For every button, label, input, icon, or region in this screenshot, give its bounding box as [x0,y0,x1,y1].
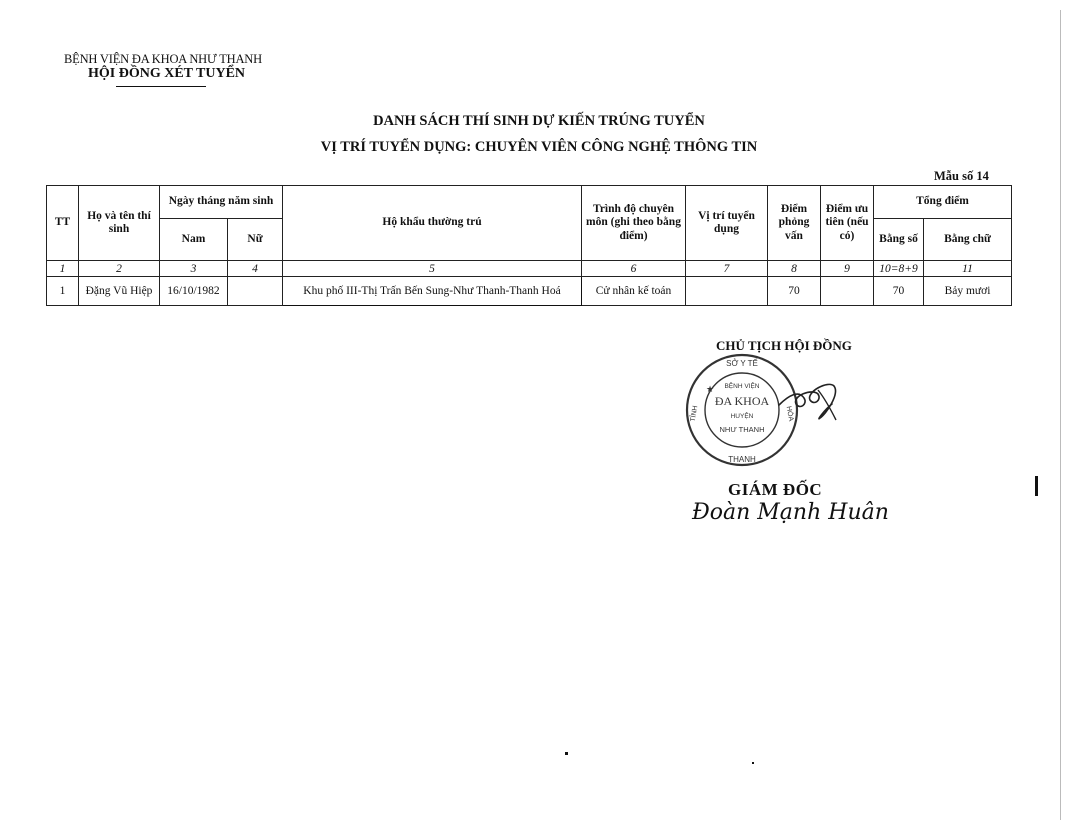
header-priority: Điểm ưu tiên (nếu có) [821,186,874,261]
svg-text:BỆNH VIỆN: BỆNH VIỆN [724,383,760,390]
cell-interview: 70 [768,277,821,306]
svg-text:HÓA: HÓA [784,405,795,422]
director-name: Đoàn Mạnh Huân [692,500,889,525]
handwritten-signature [774,370,844,430]
svg-text:SỞ Y TẾ: SỞ Y TẾ [726,359,758,368]
index-cell: 2 [79,261,160,277]
header-tt: TT [47,186,79,261]
header-total-number: Bằng số [874,219,924,261]
form-number: Mẫu số 14 [934,169,989,183]
cell-total-number: 70 [874,277,924,306]
header-total-words: Bằng chữ [924,219,1012,261]
table-row [47,277,1012,306]
header-dob: Ngày tháng năm sinh [160,186,283,219]
scan-artifact [752,762,754,764]
scan-edge [1060,10,1061,820]
cell-residence: Khu phố III-Thị Trấn Bến Sung-Như Thanh-Thanh Hoá [283,277,582,306]
document-title: DANH SÁCH THÍ SINH DỰ KIẾN TRÚNG TUYỂN [373,113,705,129]
cell-tt: 1 [47,277,79,306]
svg-text:TỈNH: TỈNH [689,405,700,423]
svg-text:THANH: THANH [728,455,756,464]
index-cell: 3 [160,261,228,277]
header-female: Nữ [228,219,283,261]
index-cell: 7 [686,261,768,277]
cell-female-dob [228,277,283,306]
header-residence: Hộ khẩu thường trú [283,186,582,261]
svg-text:HUYỆN: HUYỆN [730,413,754,420]
svg-text:★: ★ [706,384,715,394]
document-header [64,52,262,82]
header-male: Nam [160,219,228,261]
council-name: HỘI ĐỒNG XÉT TUYỂN [88,66,246,82]
header-total: Tổng điểm [874,186,1012,219]
column-index-row [47,261,1012,277]
header-position: Vị trí tuyển dụng [686,186,768,261]
cell-qualification: Cử nhân kế toán [582,277,686,306]
svg-text:NHƯ THANH: NHƯ THANH [719,425,765,434]
scan-artifact [565,752,568,755]
svg-text:ĐA KHOA: ĐA KHOA [714,394,770,408]
index-cell: 10=8+9 [874,261,924,277]
index-cell: 5 [283,261,582,277]
cell-total-words: Bảy mươi [924,277,1012,306]
header-underline [116,86,206,87]
index-cell: 4 [228,261,283,277]
cell-male-dob: 16/10/1982 [160,277,228,306]
scan-artifact [1035,476,1038,496]
document-subtitle: VỊ TRÍ TUYỂN DỤNG: CHUYÊN VIÊN CÔNG NGHỆ THÔNG TIN [320,139,758,155]
organization-name: BỆNH VIỆN ĐA KHOA NHƯ THANH [64,52,262,66]
index-cell: 1 [47,261,79,277]
header-qualification: Trình độ chuyên môn (ghi theo bằng điểm) [582,186,686,261]
cell-priority [821,277,874,306]
index-cell: 8 [768,261,821,277]
director-title: GIÁM ĐỐC [728,480,823,499]
cell-position [686,277,768,306]
signer-role: CHỦ TỊCH HỘI ĐỒNG [716,338,852,353]
index-cell: 9 [821,261,874,277]
header-name: Họ và tên thí sinh [79,186,160,261]
cell-name: Đặng Vũ Hiệp [79,277,160,306]
header-interview: Điểm phỏng vấn [768,186,821,261]
index-cell: 6 [582,261,686,277]
candidate-table [46,185,1012,306]
index-cell: 11 [924,261,1012,277]
